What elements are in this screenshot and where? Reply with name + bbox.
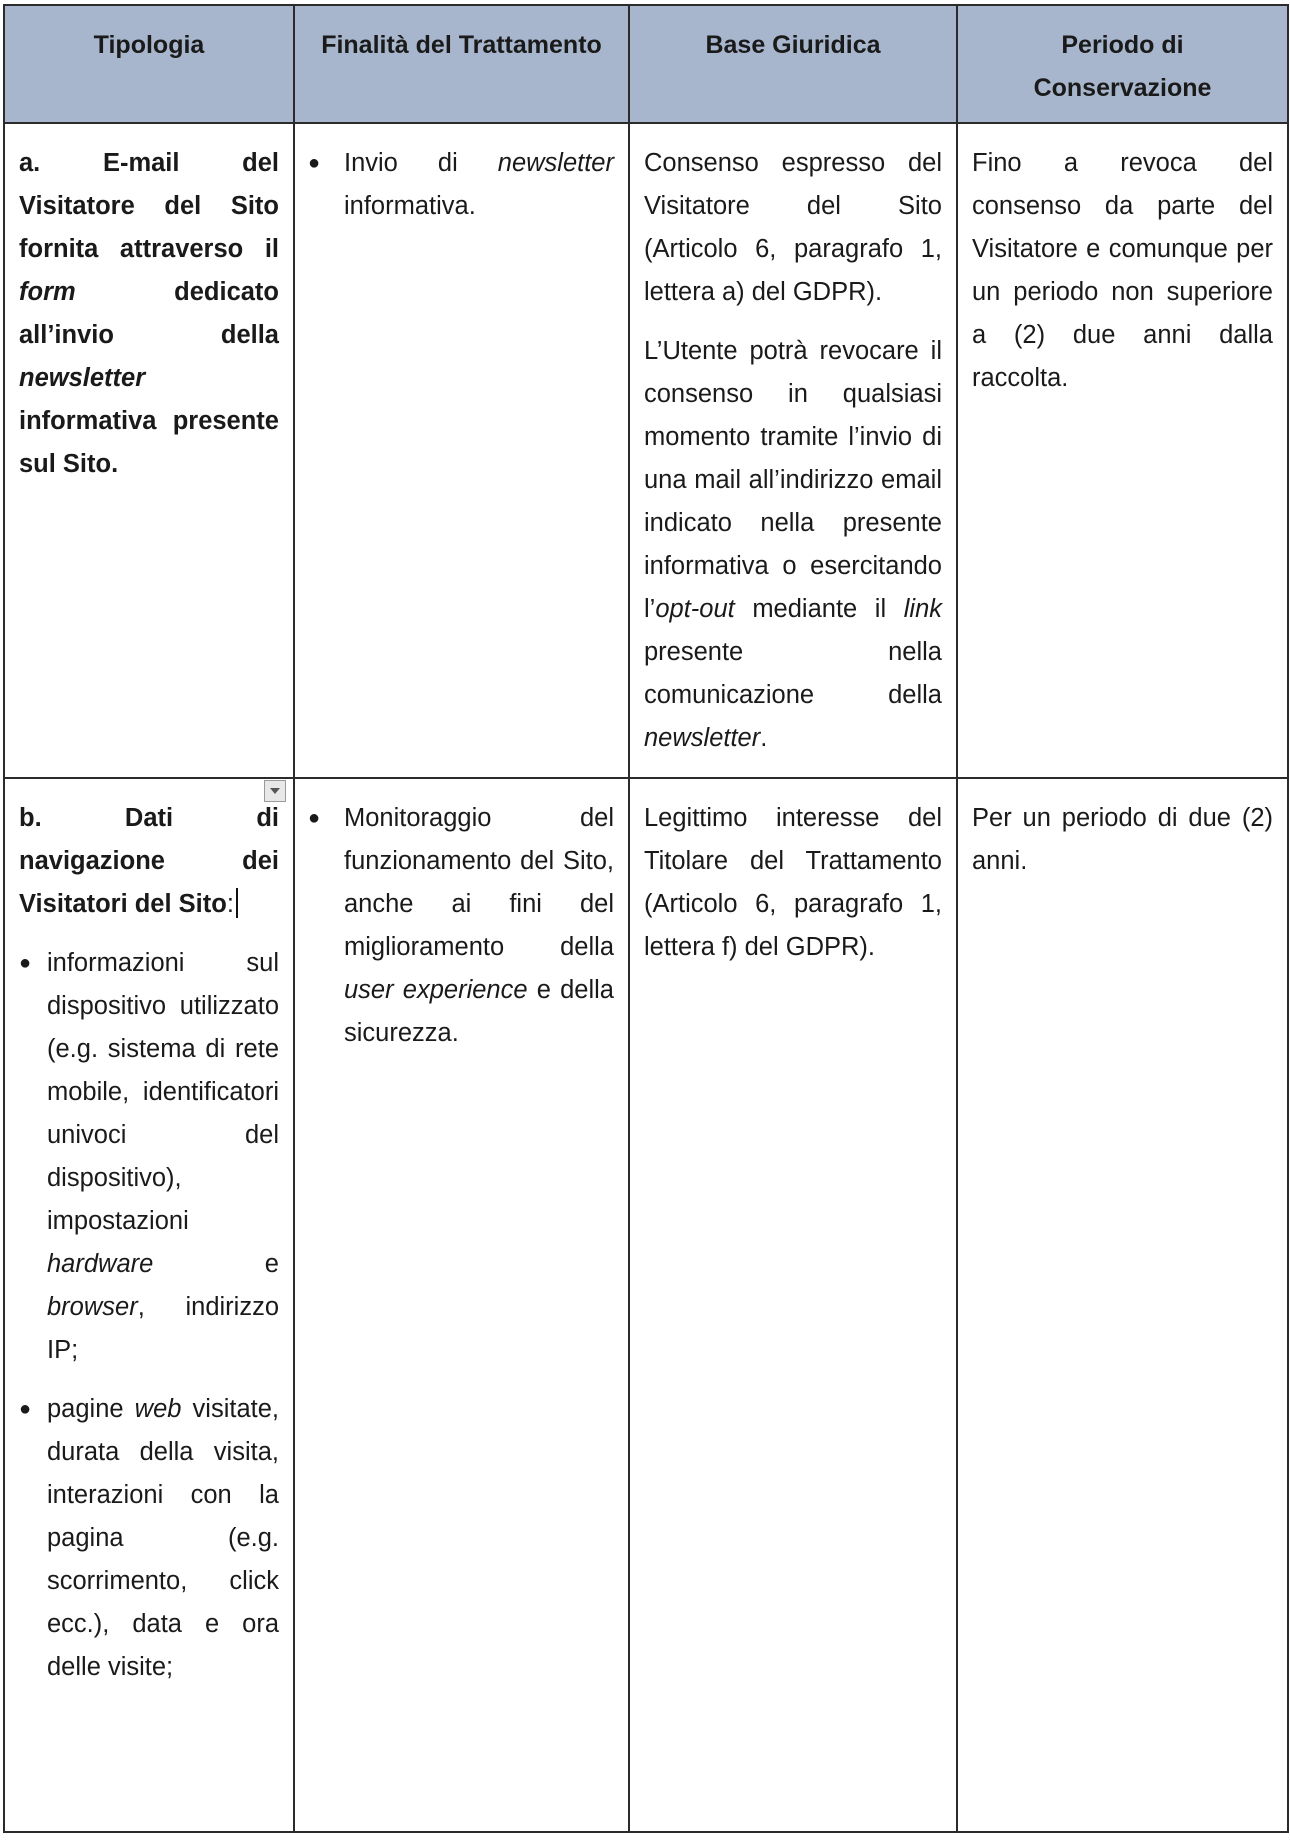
- text-cursor: [236, 888, 238, 918]
- table-header-row: [4, 5, 1288, 123]
- cell-retention-a: [957, 123, 1288, 778]
- header-periodo: Periodo di Conservazione: [957, 5, 1288, 123]
- legal-basis-a-p1[interactable]: Consenso espresso del Visitatore del Sito (Articolo 6, paragrafo 1, lettera a) del GDPR).: [644, 149, 942, 306]
- retention-b-text[interactable]: Per un periodo di due (2) anni.: [972, 804, 1273, 875]
- purpose-a-list: [301, 142, 614, 228]
- legal-basis-b-text[interactable]: Legittimo interesse del Titolare del Trattamento (Articolo 6, paragrafo 1, lettera f) del GDPR).: [644, 804, 942, 961]
- cell-type-a: [4, 123, 294, 778]
- purpose-b-list: [301, 797, 614, 1055]
- type-b-title[interactable]: b. Dati di navigazione dei Visitatori del Sito:: [19, 804, 279, 918]
- header-base-giuridica: Base Giuridica: [629, 5, 957, 123]
- data-processing-table: [3, 4, 1289, 1833]
- cell-purpose-b: [294, 778, 629, 1832]
- chevron-down-icon[interactable]: [264, 780, 286, 802]
- cell-purpose-a: [294, 123, 629, 778]
- cell-type-b: [4, 778, 294, 1832]
- cell-retention-b: [957, 778, 1288, 1832]
- header-finalita: Finalità del Trattamento: [294, 5, 629, 123]
- cell-legal-basis-b: [629, 778, 957, 1832]
- retention-a-text[interactable]: Fino a revoca del consenso da parte del Visitatore e comunque per un periodo non superiore a (2) due anni dalla raccolta.: [972, 149, 1273, 392]
- type-b-list: [5, 942, 279, 1689]
- cell-legal-basis-a: [629, 123, 957, 778]
- legal-basis-a-p2[interactable]: L’Utente potrà revocare il consenso in qualsiasi momento tramite l’invio di una mail all’indirizzo email indicato nella presente informativa o esercitando l’opt-out mediante il link presente nella comunicazione della newsletter.: [644, 337, 942, 752]
- list-item[interactable]: ● Monitoraggio del funzionamento del Sito, anche ai fini del miglioramento della user experience e della sicurezza.: [301, 797, 614, 1055]
- list-item[interactable]: ● pagine web visitate, durata della visita, interazioni con la pagina (e.g. scorrimento, click ecc.), data e ora delle visite;: [5, 1388, 279, 1689]
- list-item[interactable]: ● Invio di newsletter informativa.: [301, 142, 614, 228]
- table-row-b: [4, 778, 1288, 1832]
- header-tipologia: Tipologia: [4, 5, 294, 123]
- type-a-text[interactable]: a. E-mail del Visitatore del Sito fornita attraverso il form dedicato all’invio della newsletter informativa presente sul Sito.: [19, 149, 279, 478]
- list-item[interactable]: ● informazioni sul dispositivo utilizzato (e.g. sistema di rete mobile, identificatori univoci del dispositivo), impostazioni hardware e browser, indirizzo IP;: [5, 942, 279, 1372]
- table-row-a: [4, 123, 1288, 778]
